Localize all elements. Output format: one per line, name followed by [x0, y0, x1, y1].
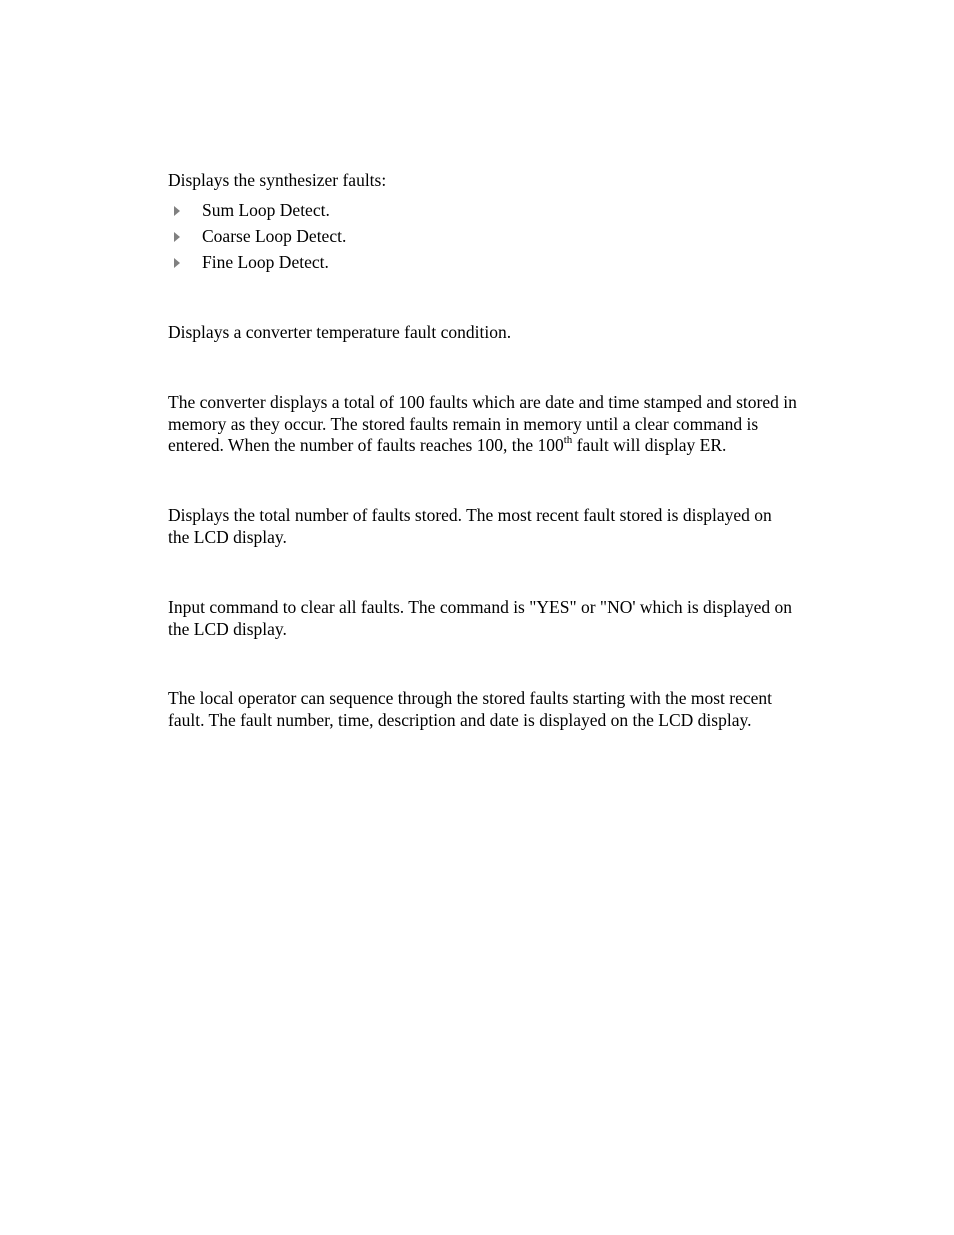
sequence-paragraph [168, 688, 848, 731]
fault-log-line-start: entered. When the number of faults reaches 100, the 100 [168, 435, 564, 455]
list-item-label: Sum Loop Detect. [202, 200, 330, 220]
total-faults-line: the LCD display. [168, 526, 287, 547]
list-item [168, 226, 848, 252]
clear-faults-line: the LCD display. [168, 618, 287, 639]
synth-intro-text: Displays the synthesizer faults: [168, 170, 387, 190]
ordinal-suffix: th [563, 434, 573, 447]
sequence-line: The local operator can sequence through the stored faults starting with the most recent [168, 688, 773, 708]
list-item [168, 252, 848, 278]
clear-faults-line: Input command to clear all faults. The command is "YES" or "NO' which is displayed on [168, 597, 793, 617]
temperature-text: Displays a converter temperature fault condition. [168, 322, 512, 342]
fault-log-line: memory as they occur. The stored faults remain in memory until a clear command is [168, 413, 759, 434]
temperature-paragraph [168, 322, 848, 344]
fault-log-line [168, 435, 848, 457]
list-item-label: Coarse Loop Detect. [202, 226, 347, 246]
triangle-bullet-icon [174, 206, 180, 216]
synth-fault-list [168, 200, 848, 278]
fault-log-line-end: fault will display ER. [572, 435, 727, 455]
clear-faults-paragraph [168, 597, 848, 640]
list-item-label: Fine Loop Detect. [202, 252, 329, 272]
fault-log-line: The converter displays a total of 100 faults which are date and time stamped and stored in [168, 392, 797, 412]
fault-log-paragraph [168, 392, 848, 457]
sequence-line: fault. The fault number, time, description and date is displayed on the LCD display. [168, 709, 752, 730]
triangle-bullet-icon [174, 232, 180, 242]
synth-intro [168, 170, 848, 192]
total-faults-paragraph [168, 505, 848, 548]
list-item [168, 200, 848, 226]
triangle-bullet-icon [174, 258, 180, 268]
total-faults-line: Displays the total number of faults stored. The most recent fault stored is displayed on [168, 505, 772, 525]
